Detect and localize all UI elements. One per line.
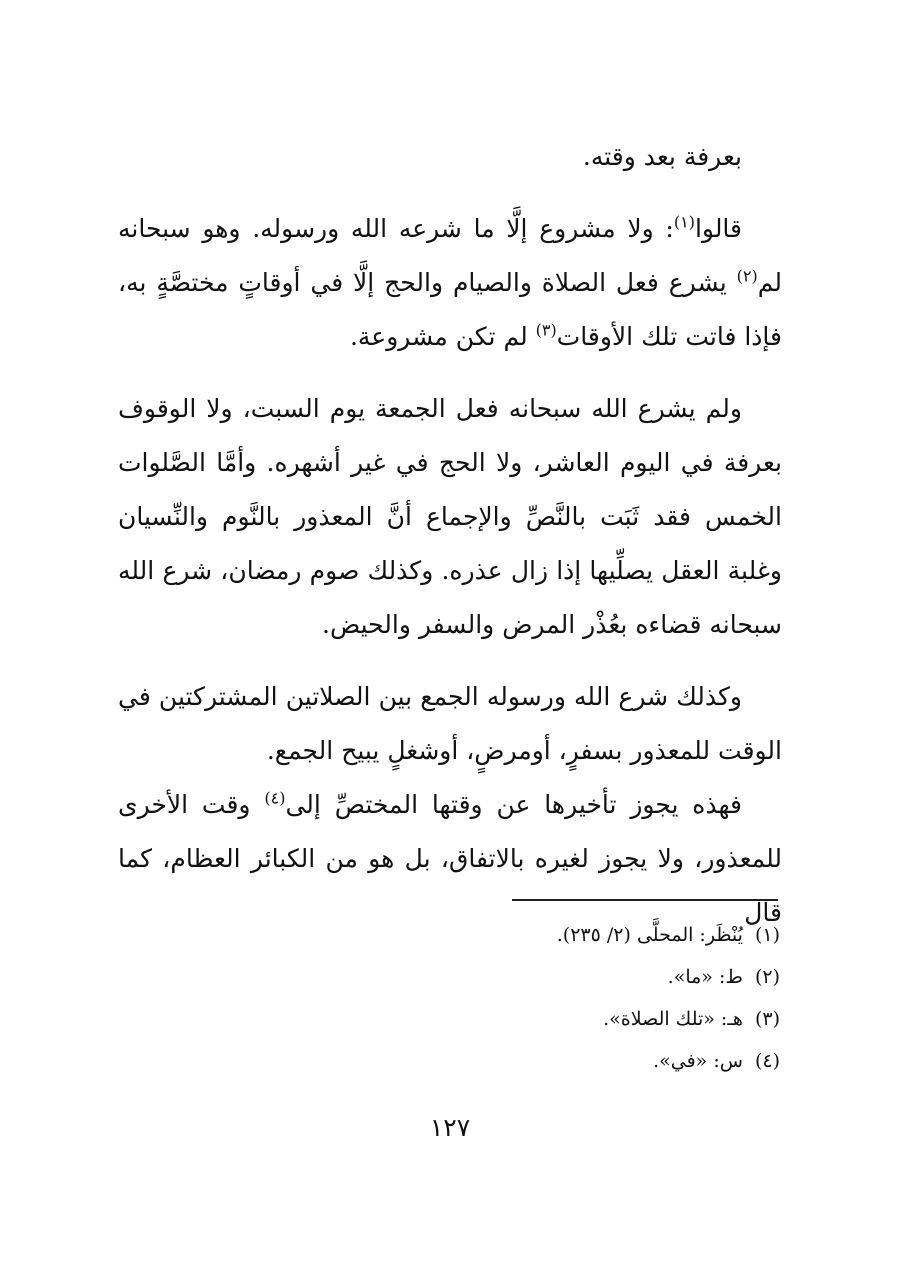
footnote-number: (١) (754, 924, 780, 946)
footnote-ref-1: (١) (673, 212, 695, 232)
paragraph-4: وكذلك شرع الله ورسوله الجمع بين الصلاتين المشتركتين في الوقت للمعذور بسفرٍ، أومرضٍ، أوشغلٍ يبيح الجمع. (118, 682, 782, 765)
footnotes (300, 914, 780, 1082)
footnote-divider (512, 899, 778, 901)
paragraph-1: بعرفة بعد وقته. (582, 142, 742, 171)
footnote-number: (٤) (754, 1050, 780, 1072)
page-number: ١٢٧ (429, 1113, 471, 1142)
footnote-1 (300, 914, 780, 956)
paragraph-3: ولم يشرع الله سبحانه فعل الجمعة يوم السبت، ولا الوقوف بعرفة في اليوم العاشر، ولا الحج في غير أشهره. وأمَّا الصَّلوات الخمس فقد ثَبَت بالنَّصِّ والإجماع أنَّ المعذور بالنَّوم والنِّسيان وغلبة العقل يصلِّيها إذا زال عذره. وكذلك صوم رمضان، شرع الله سبحانه قضاءه بعُذْر المرض والسفر والحيض. (118, 394, 782, 639)
footnote-text: هـ: «تلك الصلاة». (603, 1008, 743, 1030)
paragraph-2-text-4: لم تكن مشروعة. (349, 322, 536, 351)
paragraph-5-text-2: وقت الأخرى للمعذور، ولا يجوز لغيره بالاتفاق، بل هو من الكبائر العظام، كما قال (118, 790, 782, 927)
footnote-number: (٣) (754, 1008, 780, 1030)
paragraph-2-text-1: قالوا (694, 214, 742, 243)
paragraph-5-text-1: فهذه يجوز تأخيرها عن وقتها المختصِّ إلى (285, 790, 742, 819)
footnote-text: ط: «ما». (667, 966, 743, 988)
footnote-ref-3: (٣) (535, 320, 557, 340)
paragraph-2-text-3: يشرع فعل الصلاة والصيام والحج إلَّا في أوقاتٍ مختصَّةٍ به، فإذا فاتت تلك الأوقات (118, 268, 782, 351)
footnote-4 (300, 1040, 780, 1082)
footnote-text: يُنْظَر: المحلَّى (٢/ ٢٣٥). (556, 924, 743, 946)
paragraph-2 (118, 202, 782, 364)
footnote-text: س: «في». (653, 1050, 743, 1072)
footnote-ref-2: (٢) (736, 266, 758, 286)
footnote-number: (٢) (754, 966, 780, 988)
footnote-3 (300, 998, 780, 1040)
footnote-2 (300, 956, 780, 998)
paragraph-2-text-2: : ولا مشروع إلَّا ما شرعه الله ورسوله. وهو سبحانه لم (118, 214, 782, 297)
main-text (118, 130, 782, 958)
footnote-ref-4: (٤) (264, 788, 286, 808)
